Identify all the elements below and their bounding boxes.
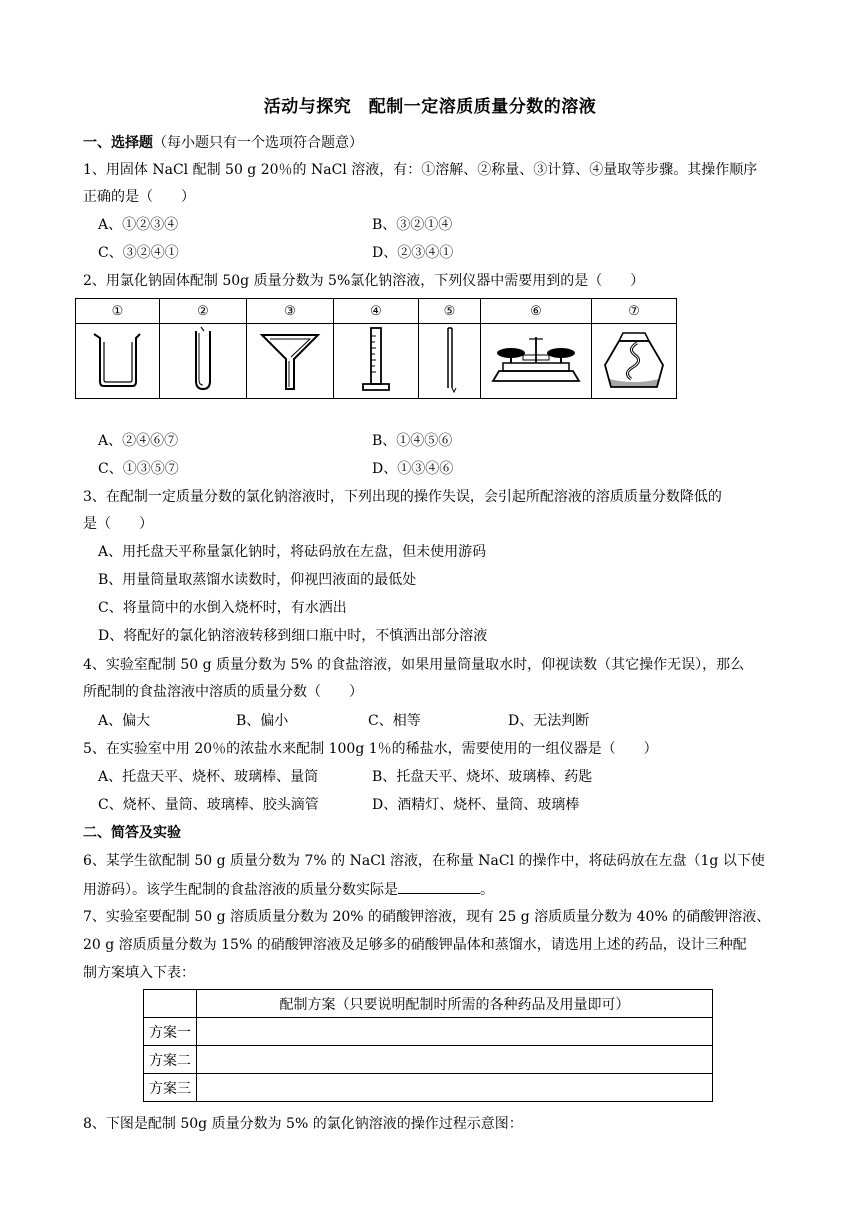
- section-1-heading: 一、选择题: [83, 135, 153, 151]
- q4-option-b: B、偏小: [236, 713, 289, 729]
- glass-rod-cell: [419, 324, 481, 399]
- alcohol-lamp-icon: [601, 327, 667, 391]
- plan-row-answer[interactable]: [197, 1074, 713, 1102]
- beaker-icon: [88, 328, 148, 390]
- graduated-cylinder-cell: [334, 324, 419, 399]
- instrument-header-7: ⑦: [592, 299, 677, 324]
- section-2-heading: 二、简答及实验: [83, 825, 181, 841]
- q7-stem-line-2: 20 g 溶质质量分数为 15% 的硝酸钾溶液及足够多的硝酸钾晶体和蒸馏水，请选用上述的药品，设计三种配: [83, 937, 747, 953]
- q3-option-b: B、用量筒量取蒸馏水读数时，仰视凹液面的最低处: [98, 572, 417, 588]
- q3-option-c: C、将量筒中的水倒入烧杯时，有水洒出: [98, 600, 347, 616]
- q5-option-c: C、烧杯、量筒、玻璃棒、胶头滴管: [98, 797, 319, 813]
- q1-option-a: A、①②③④: [98, 217, 179, 233]
- plan-row: [144, 1018, 713, 1046]
- instrument-header-3: ③: [247, 299, 334, 324]
- q7-stem-line-3: 制方案填入下表：: [83, 965, 195, 981]
- instrument-picture-row: [76, 324, 677, 399]
- instrument-header-2: ②: [160, 299, 247, 324]
- instrument-header-6: ⑥: [481, 299, 592, 324]
- balance-cell: [481, 324, 592, 399]
- plan-row-answer[interactable]: [197, 1018, 713, 1046]
- instrument-header-4: ④: [334, 299, 419, 324]
- q4-stem-line-2: 所配制的食盐溶液中溶质的质量分数（ ）: [83, 684, 363, 700]
- q4-option-c: C、相等: [368, 713, 421, 729]
- q7-stem-line-1: 7、实验室要配制 50 g 溶质质量分数为 20% 的硝酸钾溶液，现有 25 g 溶质质量分数为 40% 的硝酸钾溶液、: [83, 909, 771, 925]
- q4-stem-line-1: 4、实验室配制 50 g 质量分数为 5% 的食盐溶液，如果用量筒量取水时，仰视读数（其它操作无误），那么: [83, 657, 745, 673]
- q5-stem: 5、在实验室中用 20％的浓盐水来配制 100g 1％的稀盐水，需要使用的一组仪器是（ ）: [83, 741, 658, 757]
- instrument-header-row: [76, 299, 677, 324]
- q2-option-c: C、①③⑤⑦: [98, 461, 179, 477]
- beaker-cell: [76, 324, 160, 399]
- q1-stem-line-1: 1、用固体 NaCl 配制 50 g 20％的 NaCl 溶液，有：①溶解、②称量、③计算、④量取等步骤。其操作顺序: [83, 162, 758, 178]
- q6-stem-line-2: [83, 879, 494, 900]
- alcohol-lamp-cell: [592, 324, 677, 399]
- q6-stem-end: 。: [480, 882, 494, 898]
- instrument-header-1: ①: [76, 299, 160, 324]
- q1-stem-line-2: 正确的是（ ）: [83, 189, 195, 205]
- q5-option-d: D、酒精灯、烧杯、量筒、玻璃棒: [372, 797, 580, 813]
- plan-header: 配制方案（只要说明配制时所需的各种药品及用量即可）: [197, 990, 713, 1018]
- plan-row: [144, 1046, 713, 1074]
- q6-answer-blank[interactable]: [398, 879, 480, 894]
- instrument-header-5: ⑤: [419, 299, 481, 324]
- q1-option-c: C、③②④①: [98, 245, 179, 261]
- test-tube-cell: [160, 324, 247, 399]
- q3-stem-line-2: 是（ ）: [83, 516, 153, 532]
- plan-header-row: [144, 990, 713, 1018]
- q8-stem: 8、下图是配制 50g 质量分数为 5% 的氯化钠溶液的操作过程示意图：: [83, 1116, 523, 1132]
- glass-rod-icon: [438, 324, 462, 394]
- instrument-table: [75, 298, 677, 399]
- plan-row-label: 方案三: [144, 1074, 197, 1102]
- q1-option-d: D、②③④①: [372, 245, 454, 261]
- section-heading-choice: [83, 133, 363, 153]
- q5-option-a: A、托盘天平、烧杯、玻璃棒、量筒: [98, 769, 319, 785]
- funnel-cell: [247, 324, 334, 399]
- q6-stem-text: 用游码）。该学生配制的食盐溶液的质量分数实际是: [83, 882, 398, 898]
- q4-option-d: D、无法判断: [508, 713, 590, 729]
- plan-header-blank: [144, 990, 197, 1018]
- q3-stem-line-1: 3、在配制一定质量分数的氯化钠溶液时，下列出现的操作失误，会引起所配溶液的溶质质量分数降低的: [83, 489, 722, 505]
- balance-scale-icon: [489, 331, 583, 387]
- page-title: 活动与探究 配制一定溶质质量分数的溶液: [263, 97, 597, 117]
- q2-option-b: B、①④⑤⑥: [372, 433, 453, 449]
- q3-option-d: D、将配好的氯化钠溶液转移到细口瓶中时，不慎洒出部分溶液: [98, 628, 488, 644]
- q2-option-a: A、②④⑥⑦: [98, 433, 179, 449]
- plan-row: [144, 1074, 713, 1102]
- q5-option-b: B、托盘天平、烧坏、玻璃棒、药匙: [372, 769, 593, 785]
- q2-option-d: D、①③④⑥: [372, 461, 454, 477]
- q1-option-b: B、③②①④: [372, 217, 453, 233]
- q3-option-a: A、用托盘天平称量氯化钠时，将砝码放在左盘，但未使用游码: [98, 544, 487, 560]
- plan-row-label: 方案二: [144, 1046, 197, 1074]
- q2-stem: 2、用氯化钠固体配制 50g 质量分数为 5%氯化钠溶液，下列仪器中需要用到的是（ ）: [83, 273, 645, 289]
- plan-table: [143, 989, 713, 1102]
- plan-row-answer[interactable]: [197, 1046, 713, 1074]
- plan-row-label: 方案一: [144, 1018, 197, 1046]
- funnel-icon: [258, 327, 322, 391]
- section-1-note: （每小题只有一个选项符合题意）: [153, 135, 363, 151]
- q4-option-a: A、偏大: [98, 713, 151, 729]
- test-tube-icon: [188, 325, 218, 393]
- q6-stem-line-1: 6、某学生欲配制 50 g 质量分数为 7% 的 NaCl 溶液，在称量 NaCl 的操作中，将砝码放在左盘（1g 以下使: [83, 853, 765, 869]
- graduated-cylinder-icon: [359, 324, 393, 394]
